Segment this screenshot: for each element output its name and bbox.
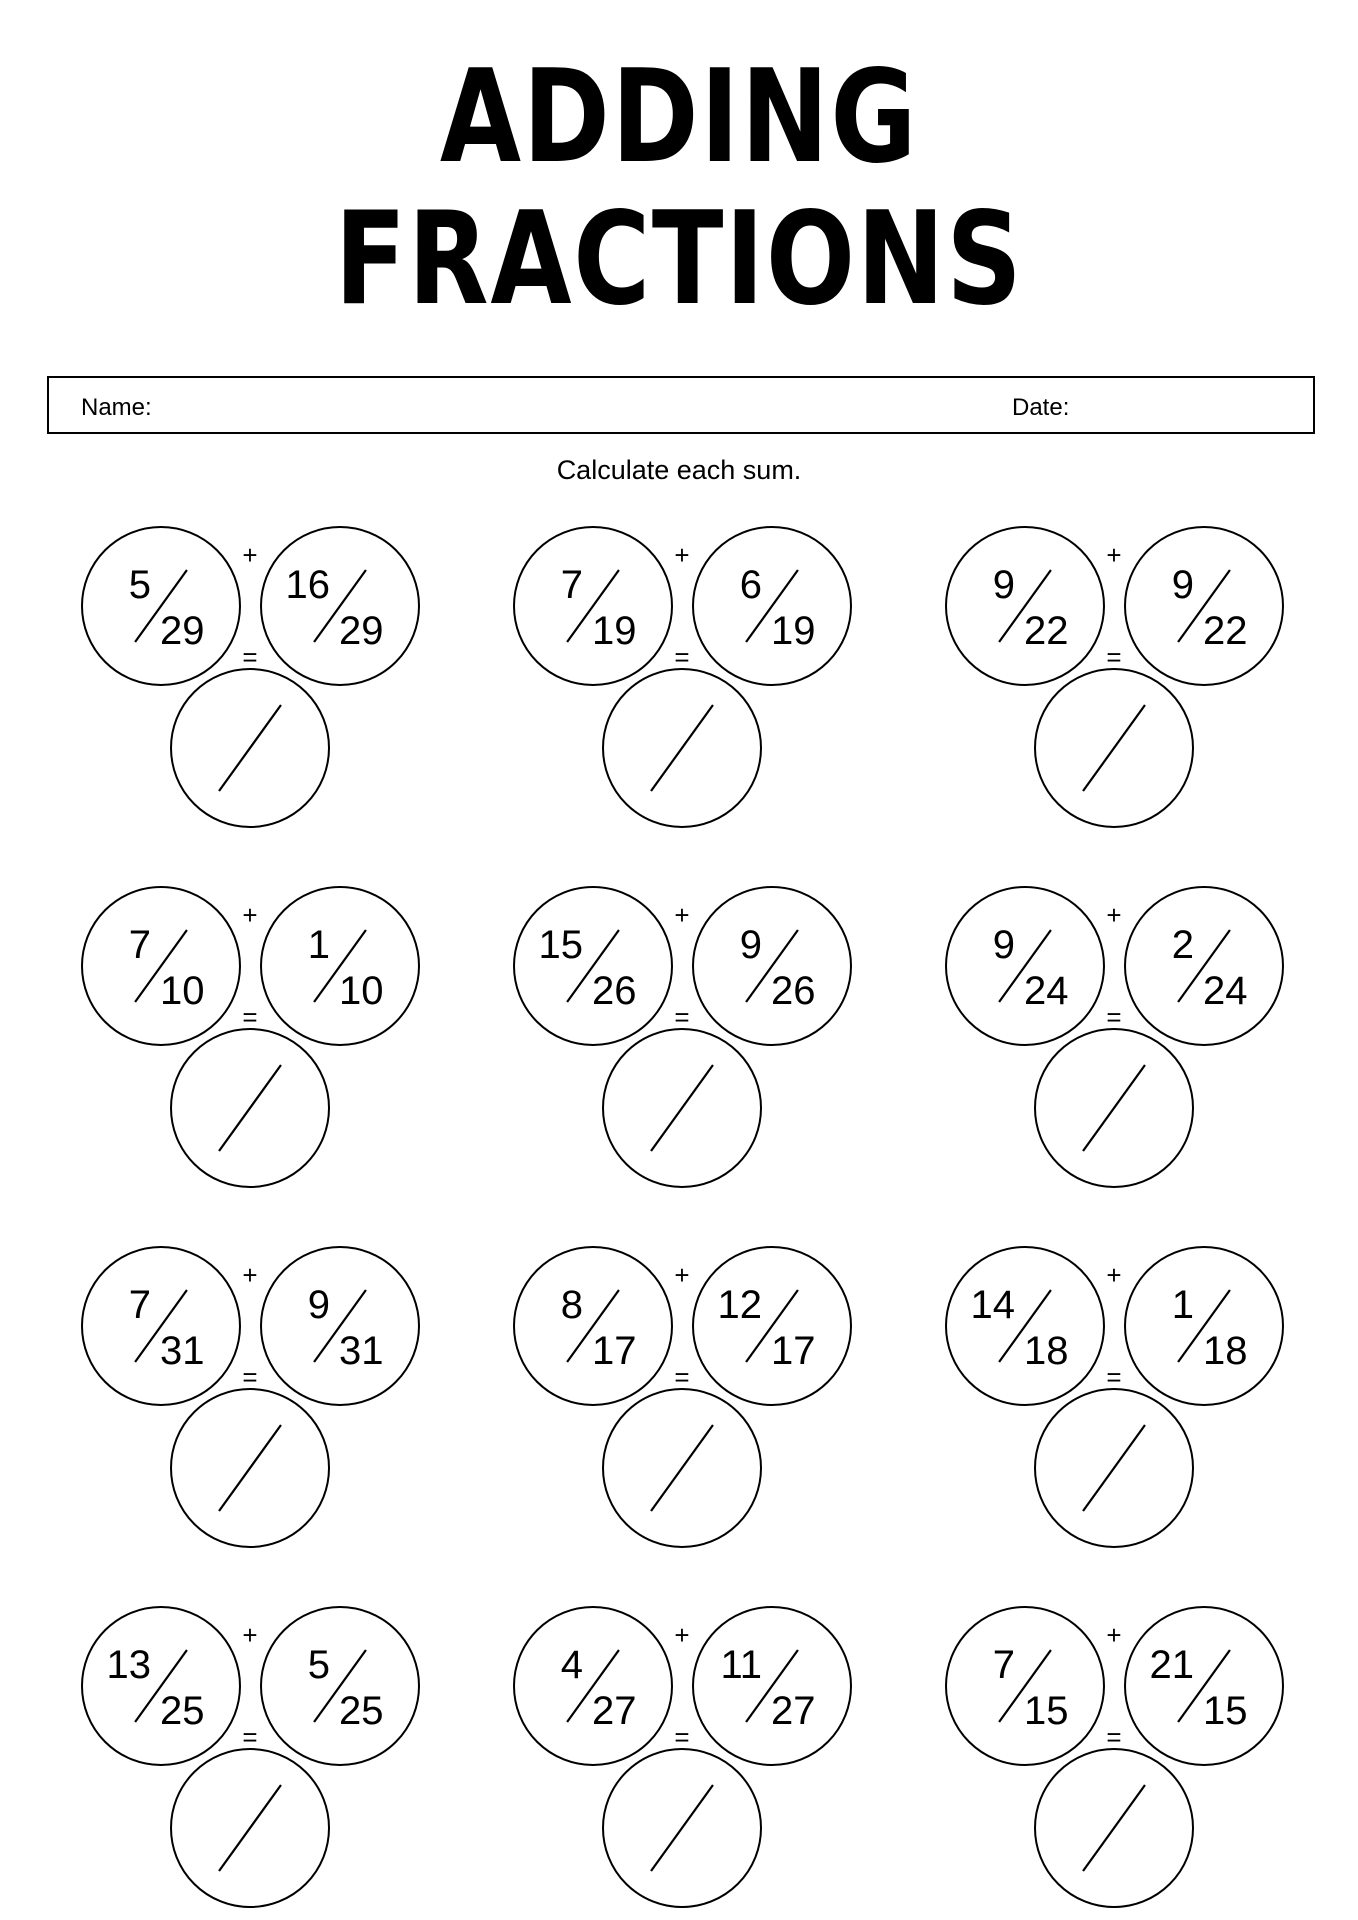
equals-sign: = xyxy=(1106,1002,1122,1032)
left-denominator: 17 xyxy=(592,1329,637,1373)
right-denominator: 26 xyxy=(771,969,816,1013)
equals-sign: = xyxy=(674,1362,690,1392)
problem-1 xyxy=(82,527,419,827)
left-denominator: 25 xyxy=(160,1689,205,1733)
equals-sign: = xyxy=(1106,642,1122,672)
left-numerator: 14 xyxy=(970,1283,1015,1327)
left-denominator: 22 xyxy=(1024,609,1069,653)
problem-3 xyxy=(946,527,1283,827)
right-denominator: 24 xyxy=(1203,969,1248,1013)
left-numerator: 9 xyxy=(992,923,1015,967)
plus-sign: + xyxy=(674,1620,690,1650)
problem-9 xyxy=(946,1247,1283,1547)
right-denominator: 27 xyxy=(771,1689,816,1733)
plus-sign: + xyxy=(1106,900,1122,930)
right-denominator: 10 xyxy=(339,969,384,1013)
left-numerator: 9 xyxy=(992,563,1015,607)
right-denominator: 25 xyxy=(339,1689,384,1733)
plus-sign: + xyxy=(1106,1260,1122,1290)
name-label: Name: xyxy=(81,394,152,421)
left-numerator: 7 xyxy=(560,563,583,607)
plus-sign: + xyxy=(242,900,258,930)
problem-5 xyxy=(514,887,851,1187)
problem-2 xyxy=(514,527,851,827)
worksheet-title-line-2: FRACTIONS xyxy=(334,185,1024,334)
left-denominator: 24 xyxy=(1024,969,1069,1013)
equals-sign: = xyxy=(242,1362,258,1392)
problem-10 xyxy=(82,1607,419,1907)
right-numerator: 2 xyxy=(1171,923,1194,967)
equals-sign: = xyxy=(674,1002,690,1032)
plus-sign: + xyxy=(1106,540,1122,570)
left-numerator: 5 xyxy=(128,563,151,607)
plus-sign: + xyxy=(674,540,690,570)
right-numerator: 21 xyxy=(1149,1643,1194,1687)
left-numerator: 8 xyxy=(560,1283,583,1327)
instructions: Calculate each sum. xyxy=(556,455,802,485)
right-denominator: 18 xyxy=(1203,1329,1248,1373)
plus-sign: + xyxy=(242,540,258,570)
right-denominator: 22 xyxy=(1203,609,1248,653)
right-denominator: 15 xyxy=(1203,1689,1248,1733)
left-numerator: 7 xyxy=(128,923,151,967)
problem-8 xyxy=(514,1247,851,1547)
equals-sign: = xyxy=(242,1722,258,1752)
left-denominator: 26 xyxy=(592,969,637,1013)
worksheet-title-line-1: ADDING xyxy=(439,43,919,192)
right-numerator: 11 xyxy=(720,1643,762,1687)
left-denominator: 29 xyxy=(160,609,205,653)
problem-12 xyxy=(946,1607,1283,1907)
equals-sign: = xyxy=(674,642,690,672)
left-denominator: 15 xyxy=(1024,1689,1069,1733)
problem-11 xyxy=(514,1607,851,1907)
equals-sign: = xyxy=(1106,1362,1122,1392)
right-numerator: 16 xyxy=(285,563,330,607)
right-numerator: 1 xyxy=(307,923,330,967)
plus-sign: + xyxy=(242,1620,258,1650)
right-numerator: 12 xyxy=(717,1283,762,1327)
problem-4 xyxy=(82,887,419,1187)
right-denominator: 29 xyxy=(339,609,384,653)
equals-sign: = xyxy=(674,1722,690,1752)
problem-7 xyxy=(82,1247,419,1547)
right-numerator: 9 xyxy=(307,1283,330,1327)
equals-sign: = xyxy=(242,1002,258,1032)
date-label: Date: xyxy=(1012,394,1070,421)
left-denominator: 19 xyxy=(592,609,637,653)
left-numerator: 7 xyxy=(992,1643,1015,1687)
right-denominator: 19 xyxy=(771,609,816,653)
left-numerator: 15 xyxy=(538,923,583,967)
left-denominator: 31 xyxy=(160,1329,205,1373)
right-numerator: 9 xyxy=(1171,563,1194,607)
left-numerator: 13 xyxy=(106,1643,151,1687)
right-numerator: 9 xyxy=(739,923,762,967)
left-denominator: 18 xyxy=(1024,1329,1069,1373)
left-numerator: 7 xyxy=(128,1283,151,1327)
equals-sign: = xyxy=(242,642,258,672)
right-denominator: 17 xyxy=(771,1329,816,1373)
plus-sign: + xyxy=(242,1260,258,1290)
problem-6 xyxy=(946,887,1283,1187)
plus-sign: + xyxy=(1106,1620,1122,1650)
left-numerator: 4 xyxy=(560,1643,583,1687)
left-denominator: 10 xyxy=(160,969,205,1013)
plus-sign: + xyxy=(674,1260,690,1290)
plus-sign: + xyxy=(674,900,690,930)
left-denominator: 27 xyxy=(592,1689,637,1733)
right-numerator: 5 xyxy=(307,1643,330,1687)
right-denominator: 31 xyxy=(339,1329,384,1373)
right-numerator: 1 xyxy=(1171,1283,1194,1327)
equals-sign: = xyxy=(1106,1722,1122,1752)
right-numerator: 6 xyxy=(739,563,762,607)
